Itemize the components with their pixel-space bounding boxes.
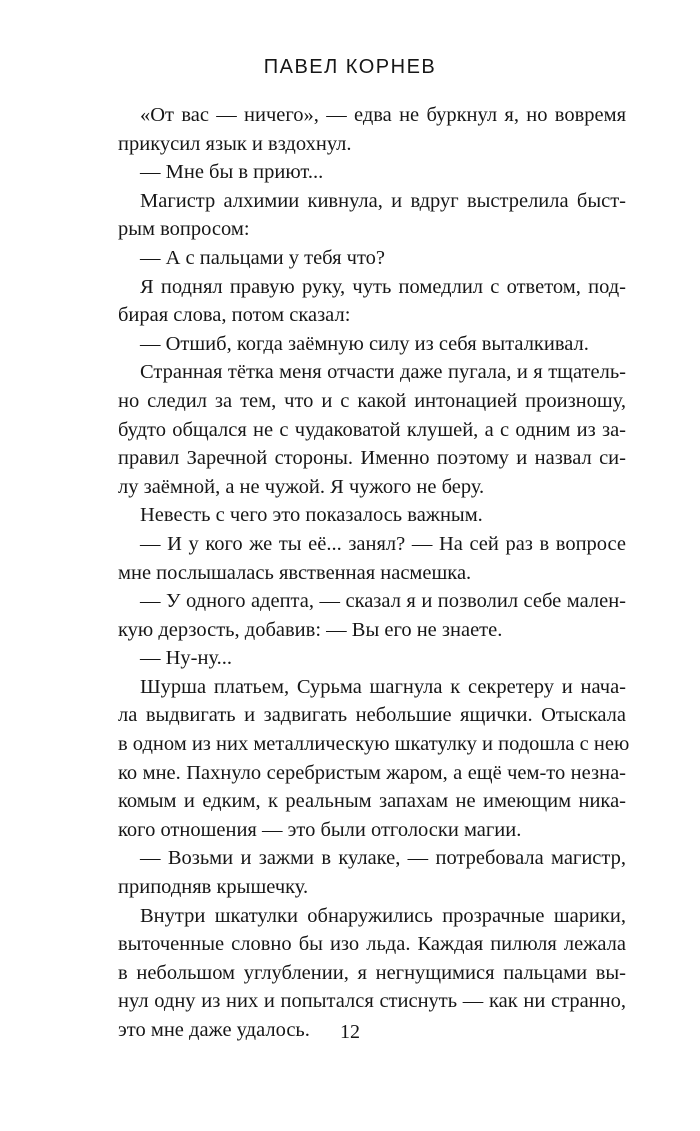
- text-line: — Мне бы в приют...: [140, 161, 324, 184]
- text-line: Шурша платьем, Сурьма шагнула к секретеру и нача-: [140, 675, 626, 698]
- text-line: рым вопросом:: [118, 218, 250, 241]
- text-line: в небольшом углублении, я негнущимися пальцами вы-: [118, 961, 626, 984]
- text-line: Невесть с чего это показалось важным.: [140, 504, 483, 527]
- text-line: кого отношения — это были отголоски магии.: [118, 818, 522, 841]
- text-line: будто общался не с чудаковатой клушей, а с одним из за-: [118, 418, 626, 441]
- page-number: 12: [340, 1021, 360, 1043]
- text-line: приподняв крышечку.: [118, 876, 309, 899]
- text-line: выточенные словно бы изо льда. Каждая пилюля лежала: [118, 933, 626, 956]
- text-line: — Ну-ну...: [140, 647, 233, 670]
- text-line: — Возьми и зажми в кулаке, — потребовала магистр,: [140, 847, 626, 870]
- text-line: Странная тётка меня отчасти даже пугала, и я тщатель-: [140, 361, 626, 384]
- text-line: в одном из них металлическую шкатулку и подошла с нею: [118, 733, 630, 756]
- text-line: Я поднял правую руку, чуть помедлил с ответом, под-: [140, 275, 626, 298]
- text-line: — У одного адепта, — сказал я и позволил себе мален-: [140, 590, 626, 613]
- body-text: [118, 101, 630, 1045]
- text-line: ко мне. Пахнуло серебристым жаром, а ещё чем-то незна-: [118, 761, 626, 784]
- text-line: нул одну из них и попытался стиснуть — как ни странно,: [118, 990, 626, 1013]
- text-line: Магистр алхимии кивнула, и вдруг выстрелила быст-: [140, 189, 626, 212]
- running-head: ПАВЕЛ КОРНЕВ: [263, 56, 437, 78]
- text-line: кую дерзость, добавив: — Вы его не знаете.: [118, 618, 503, 641]
- text-line: прикусил язык и вздохнул.: [118, 132, 352, 155]
- text-line: но следил за тем, что и с какой интонацией произношу,: [118, 389, 626, 412]
- text-line: — А с пальцами у тебя что?: [140, 246, 385, 269]
- text-line: комым и едким, к реальным запахам не имеющим ника-: [118, 790, 626, 813]
- text-line: ла выдвигать и задвигать небольшие ящички. Отыскала: [118, 704, 626, 727]
- text-line: бирая слова, потом сказал:: [118, 304, 351, 327]
- text-line: — И у кого же ты её... занял? — На сей раз в вопросе: [140, 532, 626, 555]
- text-line: лу заёмной, а не чужой. Я чужого не беру.: [118, 475, 485, 498]
- text-line: «От вас — ничего», — едва не буркнул я, но вовремя: [140, 104, 626, 126]
- text-line: это мне даже удалось.: [118, 1019, 310, 1041]
- text-line: — Отшиб, когда заёмную силу из себя выталкивал.: [140, 332, 589, 355]
- text-line: правил Заречной стороны. Именно поэтому и назвал си-: [118, 447, 626, 470]
- text-line: Внутри шкатулки обнаружились прозрачные шарики,: [140, 904, 626, 927]
- text-line: мне послышалась явственная насмешка.: [118, 561, 472, 584]
